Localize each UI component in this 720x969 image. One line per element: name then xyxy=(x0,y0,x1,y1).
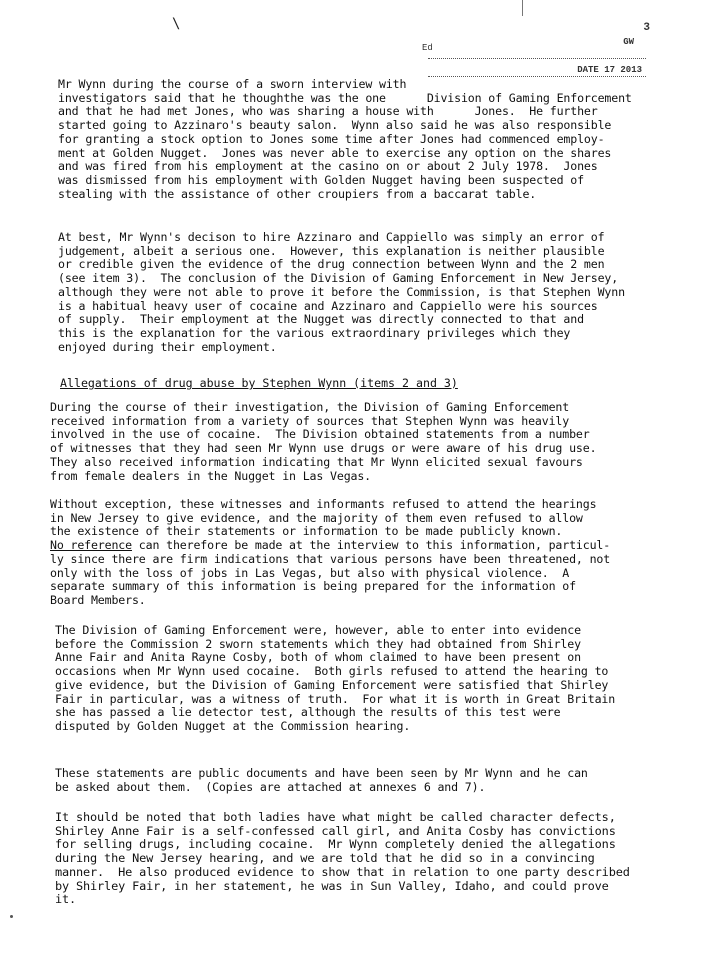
no-reference-underlined: No reference xyxy=(50,538,132,553)
paragraph-sworn-statements: The Division of Gaming Enforcement were, however, able to enter into evidence before the Commission 2 sworn statements which they had obtained from Shirley Anne Fair and Anita Rayne Cosby, both of whom claimed to have been present on occasions when Mr Wynn used cocaine. Both girls refused to attend the hearing to give evidence, but the Division of Gaming Enforcement were satisfied that Shirley Fair in particular, was a witness of truth. For what it is worth in Great Britain she has passed a lie detector test, although the results of this test were disputed by Golden Nugget at the Commission hearing. xyxy=(55,623,616,733)
paragraph-conclusion: At best, Mr Wynn's decison to hire Azzinaro and Cappiello was simply an error of judgement, albeit a serious one. However, this explanation is neither plausible or credible given the evidence of the drug connection between Wynn and the 2 men (see item 3). The conclusion of the Division of Gaming Enforcement in New Jersey, although they were not able to prove it before the Commission, is that Stephen Wynn is a habitual heavy user of cocaine and Azzinaro and Cappiello were his sources of supply. Their employment at the Nugget was directly connected to that and this is the explanation for the various extraordinary privileges which they enjoyed during their employment. xyxy=(58,230,625,354)
paragraph-witnesses xyxy=(50,498,610,608)
paragraph-public-documents: These statements are public documents and have been seen by Mr Wynn and he can be asked about them. (Copies are attached at annexes 6 and 7). xyxy=(55,766,588,794)
stamp-reference: GW xyxy=(623,37,634,47)
margin-mark xyxy=(522,0,523,16)
section-heading: Allegations of drug abuse by Stephen Wynn (items 2 and 3) xyxy=(60,376,458,390)
stamp-date: DATE 17 2013 xyxy=(577,65,642,75)
scan-speck xyxy=(10,915,13,918)
witnesses-lines: Without exception, these witnesses and informants refused to attend the hearings in New Jersey to give evidence, and the majority of them even refused to allow the existence of their statements or information to be made publicly known. xyxy=(50,497,597,539)
archive-stamp xyxy=(420,22,672,80)
stamp-mark: Ed xyxy=(422,43,433,53)
stamp-number: 3 xyxy=(643,22,650,34)
witnesses-rest: can therefore be made at the interview to this information, particul- ly since there are firm indications that various persons have been threatened, not only with the loss of jobs in Las Vegas, but also with physical violence. A separate summary of this information is being prepared for the information of Board Members. xyxy=(50,538,611,607)
stamp-rule xyxy=(428,58,646,59)
handwritten-tick: \ xyxy=(172,16,181,32)
paragraph-jones: Mr Wynn during the course of a sworn interview with investigators said that he thoughthe was the one Division of Gaming Enforcement and that he had met Jones, who was sharing a house with Jones. He further started going to Azzinaro's beauty salon. Wynn also said he was also responsible for granting a stock option to Jones some time after Jones had commenced employ- ment at Golden Nugget. Jones was never able to exercise any option on the shares and was fired from his employment at the casino on or about 2 July 1978. Jones was dismissed from his employment with Golden Nugget having been suspected of stealing with the assistance of other croupiers from a baccarat table. xyxy=(58,77,632,201)
paragraph-investigation: During the course of their investigation, the Division of Gaming Enforcement received information from a variety of sources that Stephen Wynn was heavily involved in the use of cocaine. The Division obtained statements from a number of witnesses that they had seen Mr Wynn use drugs or were aware of his drug use. They also received information indicating that Mr Wynn elicited sexual favours from female dealers in the Nugget in Las Vegas. xyxy=(50,400,597,483)
stamp-rule xyxy=(428,76,646,77)
paragraph-character-defects: It should be noted that both ladies have what might be called character defects, Shirley Anne Fair is a self-confessed call girl, and Anita Cosby has convictions for selling drugs, including cocaine. Mr Wynn completely denied the allegations during the New Jersey hearing, and we are told that he did so in a convincing manner. He also produced evidence to show that in relation to one party described by Shirley Fair, in her statement, he was in Sun Valley, Idaho, and could prove it. xyxy=(55,810,630,907)
